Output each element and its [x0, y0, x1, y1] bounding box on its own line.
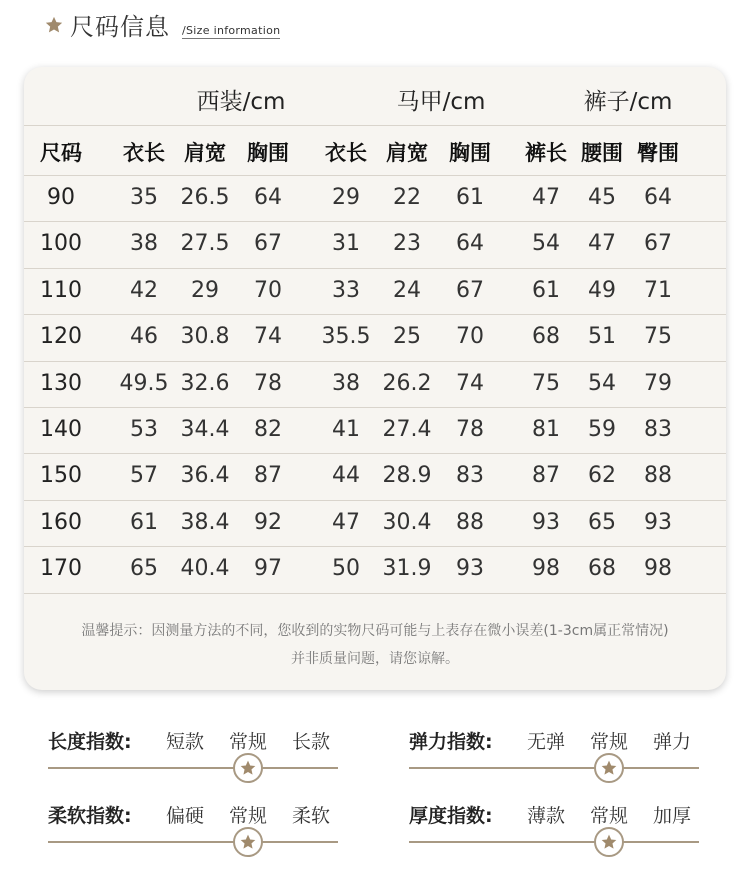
table-cell: 75: [532, 370, 560, 396]
table-cell: 26.5: [180, 185, 230, 210]
table-cell: 71: [644, 277, 672, 303]
table-cell: 31.9: [382, 556, 432, 582]
indicator-label: 厚度指数:: [409, 805, 493, 827]
table-cell: 49.5: [119, 370, 169, 396]
table-cell: 62: [588, 463, 616, 489]
table-cell: 29: [191, 277, 219, 303]
table-cell: 25: [393, 324, 421, 350]
table-cell: 30.8: [180, 324, 230, 350]
indicator-option: 常规: [228, 731, 268, 753]
column-header: 胸围: [247, 141, 289, 165]
table-cell: 47: [588, 231, 616, 257]
table-cell: 27.5: [180, 231, 230, 257]
size-table-card: [24, 67, 726, 690]
table-cell: 70: [254, 277, 282, 303]
indicator-option: 无弹: [526, 731, 566, 753]
table-cell: 70: [456, 324, 484, 350]
table-cell: 54: [532, 231, 560, 257]
table-cell: 97: [254, 556, 282, 582]
table-divider: [24, 221, 726, 222]
table-cell: 67: [456, 277, 484, 303]
column-header: 肩宽: [184, 141, 226, 165]
note-line-1: 温馨提示：因测量方法的不同，您收到的实物尺码可能与上表存在微小误差(1-3cm属正常情况): [81, 623, 669, 639]
table-cell: 49: [588, 277, 616, 303]
size-cell: 150: [40, 463, 82, 489]
indicator-knob: [233, 827, 263, 857]
table-cell: 28.9: [382, 463, 432, 489]
table-cell: 38: [332, 370, 360, 396]
indicator-1: [48, 727, 338, 787]
table-cell: 93: [456, 556, 484, 582]
table-cell: 33: [332, 277, 360, 303]
table-cell: 38.4: [180, 509, 230, 535]
star-icon: [239, 759, 257, 777]
table-cell: 78: [254, 370, 282, 396]
table-cell: 87: [254, 463, 282, 489]
table-divider: [24, 125, 726, 126]
table-cell: 93: [532, 509, 560, 535]
table-cell: 31: [332, 231, 360, 257]
size-cell: 170: [40, 556, 82, 582]
table-divider: [24, 314, 726, 315]
table-cell: 79: [644, 370, 672, 396]
table-divider: [24, 361, 726, 362]
table-cell: 81: [532, 417, 560, 442]
table-cell: 40.4: [180, 556, 230, 582]
table-cell: 30.4: [382, 509, 432, 535]
table-cell: 83: [456, 463, 484, 489]
table-cell: 93: [644, 509, 672, 535]
indicator-track: [48, 841, 338, 843]
page-title: 尺码信息: [70, 13, 170, 41]
table-cell: 67: [254, 231, 282, 257]
column-header: 衣长: [325, 141, 367, 165]
column-header: 衣长: [123, 141, 165, 165]
table-cell: 57: [130, 463, 158, 489]
table-cell: 50: [332, 556, 360, 582]
table-cell: 68: [588, 556, 616, 582]
table-cell: 24: [393, 277, 421, 303]
column-header: 尺码: [40, 141, 82, 165]
indicator-option: 常规: [589, 731, 629, 753]
table-cell: 88: [644, 463, 672, 489]
table-cell: 45: [588, 185, 616, 210]
table-divider: [24, 268, 726, 269]
table-cell: 75: [644, 324, 672, 350]
table-cell: 44: [332, 463, 360, 489]
table-cell: 34.4: [180, 417, 230, 442]
table-divider: [24, 546, 726, 547]
group-header: 裤子/cm: [583, 89, 673, 115]
table-cell: 74: [456, 370, 484, 396]
table-cell: 82: [254, 417, 282, 442]
table-cell: 26.2: [382, 370, 432, 396]
table-cell: 64: [644, 185, 672, 210]
table-cell: 22: [393, 185, 421, 210]
table-cell: 42: [130, 277, 158, 303]
table-cell: 98: [644, 556, 672, 582]
table-cell: 65: [588, 509, 616, 535]
table-cell: 98: [532, 556, 560, 582]
size-cell: 110: [40, 277, 82, 303]
indicator-option: 弹力: [652, 731, 692, 753]
column-header: 腰围: [581, 141, 623, 165]
indicator-knob: [594, 827, 624, 857]
indicator-option: 常规: [589, 805, 629, 827]
size-cell: 100: [40, 231, 82, 257]
table-cell: 35.5: [321, 324, 371, 350]
indicator-track: [48, 767, 338, 769]
table-cell: 54: [588, 370, 616, 396]
indicator-3: [48, 801, 338, 861]
table-cell: 64: [456, 231, 484, 257]
table-cell: 51: [588, 324, 616, 350]
table-cell: 74: [254, 324, 282, 350]
table-cell: 36.4: [180, 463, 230, 489]
table-cell: 46: [130, 324, 158, 350]
table-cell: 35: [130, 185, 158, 210]
indicator-option: 薄款: [526, 805, 566, 827]
column-header: 臀围: [637, 141, 679, 165]
table-cell: 78: [456, 417, 484, 442]
table-cell: 59: [588, 417, 616, 442]
star-icon: [239, 833, 257, 851]
column-header: 肩宽: [386, 141, 428, 165]
group-header: 西装/cm: [196, 89, 286, 115]
table-divider: [24, 407, 726, 408]
table-cell: 38: [130, 231, 158, 257]
indicator-option: 常规: [228, 805, 268, 827]
column-header: 胸围: [449, 141, 491, 165]
group-header: 马甲/cm: [396, 89, 486, 115]
indicator-option: 偏硬: [165, 805, 205, 827]
table-cell: 61: [456, 185, 484, 210]
indicator-2: [409, 727, 699, 787]
table-divider: [24, 500, 726, 501]
page-subtitle: /Size information: [182, 24, 281, 37]
table-divider: [24, 593, 726, 594]
note-line-2: 并非质量问题，请您谅解。: [291, 651, 459, 667]
table-cell: 65: [130, 556, 158, 582]
table-cell: 53: [130, 417, 158, 442]
table-cell: 61: [130, 509, 158, 535]
table-cell: 27.4: [382, 417, 432, 442]
table-cell: 41: [332, 417, 360, 442]
table-cell: 64: [254, 185, 282, 210]
table-cell: 92: [254, 509, 282, 535]
star-icon: [600, 833, 618, 851]
size-cell: 120: [40, 324, 82, 350]
indicator-option: 加厚: [652, 805, 692, 827]
table-cell: 29: [332, 185, 360, 210]
indicator-option: 柔软: [291, 805, 331, 827]
size-cell: 160: [40, 509, 82, 535]
indicator-label: 长度指数:: [48, 731, 132, 753]
table-cell: 47: [532, 185, 560, 210]
table-cell: 32.6: [180, 370, 230, 396]
section-header: [44, 10, 280, 44]
indicator-track: [409, 767, 699, 769]
indicator-4: [409, 801, 699, 861]
table-cell: 68: [532, 324, 560, 350]
size-cell: 90: [47, 185, 75, 210]
table-divider: [24, 453, 726, 454]
indicator-track: [409, 841, 699, 843]
table-cell: 87: [532, 463, 560, 489]
table-cell: 61: [532, 277, 560, 303]
indicator-knob: [233, 753, 263, 783]
indicator-label: 弹力指数:: [409, 731, 493, 753]
star-icon: [600, 759, 618, 777]
column-header: 裤长: [525, 141, 567, 165]
star-icon: [44, 15, 64, 35]
size-cell: 140: [40, 417, 82, 442]
table-cell: 23: [393, 231, 421, 257]
size-cell: 130: [40, 370, 82, 396]
indicator-label: 柔软指数:: [48, 805, 132, 827]
table-cell: 47: [332, 509, 360, 535]
table-cell: 67: [644, 231, 672, 257]
table-cell: 88: [456, 509, 484, 535]
table-cell: 83: [644, 417, 672, 442]
table-divider: [24, 175, 726, 176]
indicator-option: 短款: [165, 731, 205, 753]
indicator-knob: [594, 753, 624, 783]
indicator-option: 长款: [291, 731, 331, 753]
